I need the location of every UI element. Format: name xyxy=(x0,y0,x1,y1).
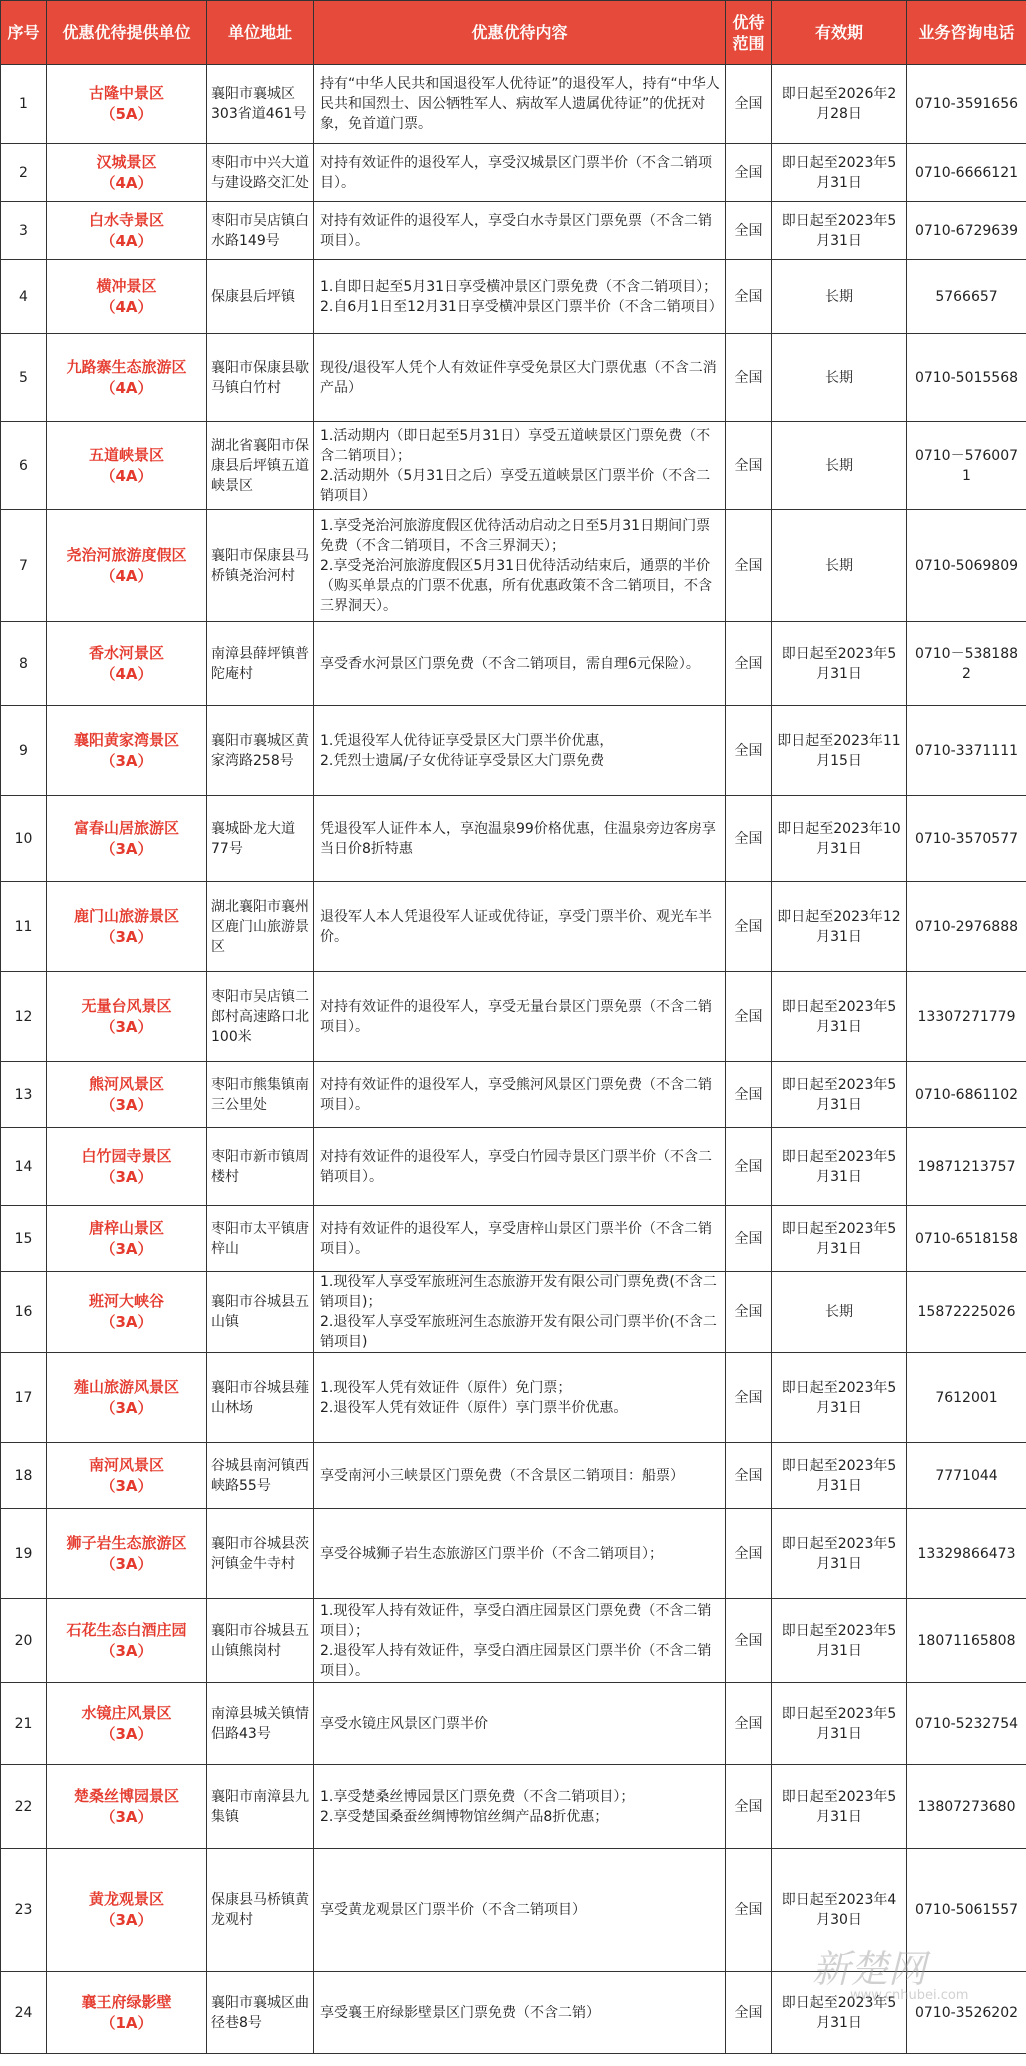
row-scope: 全国 xyxy=(726,1849,772,1972)
row-provider xyxy=(47,1509,207,1599)
row-validity: 即日起至2023年12月31日 xyxy=(772,882,907,972)
row-content xyxy=(314,706,726,796)
provider-grade: （3A） xyxy=(100,1724,153,1743)
row-content xyxy=(314,334,726,422)
provider-grade: （3A） xyxy=(100,1554,153,1573)
header-name: 优惠优待提供单位 xyxy=(47,1,207,65)
row-scope: 全国 xyxy=(726,510,772,622)
provider-grade: （3A） xyxy=(100,927,153,946)
provider-name: 鹿门山旅游景区 xyxy=(73,906,179,925)
provider-grade: （3A） xyxy=(100,1239,153,1258)
content-line: 1.享受尧治河旅游度假区优待活动启动之日至5月31日期间门票免费（不含二销项目，不含三界洞天）； xyxy=(320,517,711,554)
table-row xyxy=(1,1509,1026,1599)
table-row xyxy=(1,1062,1026,1128)
row-address: 南漳县城关镇情侣路43号 xyxy=(207,1683,314,1765)
table-row xyxy=(1,1849,1026,1972)
provider-name: 汉城景区 xyxy=(96,152,157,171)
row-content xyxy=(314,422,726,510)
content-line: 1.凭退役军人优待证享受景区大门票半价优惠， xyxy=(320,732,614,749)
row-content xyxy=(314,1206,726,1272)
row-content xyxy=(314,1062,726,1128)
row-idx: 12 xyxy=(1,972,47,1062)
content-line: 1.自即日起至5月31日享受横冲景区门票免费（不含二销项目）； xyxy=(320,278,718,295)
row-address: 襄阳市谷城县五山镇熊岗村 xyxy=(207,1599,314,1683)
content-line: 对持有效证件的退役军人，享受白竹园寺景区门票半价（不含二销项目）。 xyxy=(320,1148,712,1185)
row-phone: 0710-5015568 xyxy=(907,334,1026,422)
row-phone: 0710－5381882 xyxy=(907,622,1026,706)
row-validity: 即日起至2023年5月31日 xyxy=(772,144,907,202)
row-provider xyxy=(47,1599,207,1683)
provider-name: 水镜庄风景区 xyxy=(81,1703,172,1722)
row-provider xyxy=(47,1206,207,1272)
table-row xyxy=(1,1272,1026,1353)
row-address: 襄阳市襄城区黄家湾路258号 xyxy=(207,706,314,796)
row-address: 襄阳市谷城县薤山林场 xyxy=(207,1353,314,1443)
header-phone: 业务咨询电话 xyxy=(907,1,1026,65)
provider-name: 白竹园寺景区 xyxy=(81,1146,172,1165)
row-idx: 7 xyxy=(1,510,47,622)
provider-grade: （3A） xyxy=(100,1095,153,1114)
content-line: 1.现役军人享受军旅班河生态旅游开发有限公司门票免费(不含二销项目)； xyxy=(320,1274,717,1310)
row-content xyxy=(314,972,726,1062)
row-validity: 即日起至2023年5月31日 xyxy=(772,1765,907,1849)
row-address: 南漳县薛坪镇普陀庵村 xyxy=(207,622,314,706)
content-line: 2.享受楚国桑蚕丝绸博物馆丝绸产品8折优惠； xyxy=(320,1808,609,1825)
row-phone: 5766657 xyxy=(907,260,1026,334)
row-scope: 全国 xyxy=(726,1765,772,1849)
row-address: 枣阳市吴店镇二郎村高速路口北100米 xyxy=(207,972,314,1062)
row-scope: 全国 xyxy=(726,1272,772,1353)
row-validity: 即日起至2023年5月31日 xyxy=(772,1683,907,1765)
provider-grade: （4A） xyxy=(100,566,153,585)
row-provider xyxy=(47,796,207,882)
provider-grade: （3A） xyxy=(100,1167,153,1186)
row-content xyxy=(314,1272,726,1353)
table-row xyxy=(1,622,1026,706)
row-validity: 即日起至2023年5月31日 xyxy=(772,1353,907,1443)
provider-grade: （3A） xyxy=(100,1398,153,1417)
table-body xyxy=(1,65,1026,2054)
row-idx: 2 xyxy=(1,144,47,202)
table-row xyxy=(1,1128,1026,1206)
row-provider xyxy=(47,202,207,260)
row-provider xyxy=(47,1128,207,1206)
row-address: 枣阳市中兴大道与建设路交汇处 xyxy=(207,144,314,202)
row-provider xyxy=(47,882,207,972)
row-provider xyxy=(47,1849,207,1972)
provider-grade: （4A） xyxy=(100,664,153,683)
row-validity: 即日起至2023年10月31日 xyxy=(772,796,907,882)
provider-grade: （3A） xyxy=(100,1313,153,1331)
row-idx: 24 xyxy=(1,1972,47,2054)
row-validity: 即日起至2026年2月28日 xyxy=(772,65,907,144)
row-content xyxy=(314,1765,726,1849)
row-validity: 长期 xyxy=(772,260,907,334)
row-validity: 即日起至2023年5月31日 xyxy=(772,1443,907,1509)
row-content xyxy=(314,796,726,882)
provider-grade: （3A） xyxy=(100,1641,153,1660)
row-provider xyxy=(47,1443,207,1509)
row-content xyxy=(314,1353,726,1443)
row-idx: 8 xyxy=(1,622,47,706)
row-phone: 7771044 xyxy=(907,1443,1026,1509)
row-validity: 即日起至2023年4月30日 xyxy=(772,1849,907,1972)
table-row xyxy=(1,334,1026,422)
row-address: 襄阳市保康县马桥镇尧治河村 xyxy=(207,510,314,622)
row-scope: 全国 xyxy=(726,1683,772,1765)
provider-name: 狮子岩生态旅游区 xyxy=(66,1533,187,1552)
provider-grade: （3A） xyxy=(100,1017,153,1036)
row-content xyxy=(314,65,726,144)
content-line: 对持有效证件的退役军人，享受汉城景区门票半价（不含二销项目）。 xyxy=(320,154,712,191)
row-validity: 即日起至2023年5月31日 xyxy=(772,1128,907,1206)
header-addr: 单位地址 xyxy=(207,1,314,65)
row-phone: 0710-6729639 xyxy=(907,202,1026,260)
content-line: 2.享受尧治河旅游度假区5月31日优待活动结束后，通票的半价（购买单景点的门票不优惠，所有优惠政策不含二销项目，不含三界洞天）。 xyxy=(320,557,712,614)
row-content xyxy=(314,260,726,334)
content-line: 对持有效证件的退役军人，享受唐梓山景区门票半价（不含二销项目）。 xyxy=(320,1220,712,1257)
row-address: 枣阳市吴店镇白水路149号 xyxy=(207,202,314,260)
row-provider xyxy=(47,1972,207,2054)
header-idx: 序号 xyxy=(1,1,47,65)
row-validity: 即日起至2023年5月31日 xyxy=(772,1972,907,2054)
provider-name: 古隆中景区 xyxy=(88,84,164,102)
row-provider xyxy=(47,1765,207,1849)
row-phone: 0710-2976888 xyxy=(907,882,1026,972)
row-phone: 7612001 xyxy=(907,1353,1026,1443)
row-address: 襄城卧龙大道77号 xyxy=(207,796,314,882)
provider-name: 横冲景区 xyxy=(96,276,157,295)
content-line: 享受水镜庄风景区门票半价 xyxy=(320,1715,488,1732)
row-idx: 22 xyxy=(1,1765,47,1849)
table-row xyxy=(1,1683,1026,1765)
row-provider xyxy=(47,1683,207,1765)
content-line: 2.退役军人凭有效证件（原件）享门票半价优惠。 xyxy=(320,1399,628,1416)
row-address: 枣阳市新市镇周楼村 xyxy=(207,1128,314,1206)
row-scope: 全国 xyxy=(726,144,772,202)
row-validity: 长期 xyxy=(772,422,907,510)
row-address: 谷城县南河镇西峡路55号 xyxy=(207,1443,314,1509)
row-scope: 全国 xyxy=(726,1443,772,1509)
content-line: 凭退役军人证件本人，享泡温泉99价格优惠，住温泉旁边客房享当日价8折特惠 xyxy=(320,820,716,857)
row-phone: 19871213757 xyxy=(907,1128,1026,1206)
row-idx: 3 xyxy=(1,202,47,260)
provider-name: 九路寨生态旅游区 xyxy=(66,357,187,376)
row-idx: 23 xyxy=(1,1849,47,1972)
row-idx: 11 xyxy=(1,882,47,972)
row-address: 襄阳市谷城县五山镇 xyxy=(207,1272,314,1353)
provider-grade: （4A） xyxy=(100,231,153,250)
row-scope: 全国 xyxy=(726,1509,772,1599)
header-content: 优惠优待内容 xyxy=(314,1,726,65)
row-scope: 全国 xyxy=(726,796,772,882)
row-idx: 6 xyxy=(1,422,47,510)
row-validity: 即日起至2023年5月31日 xyxy=(772,1509,907,1599)
row-phone: 0710-6861102 xyxy=(907,1062,1026,1128)
row-validity: 即日起至2023年5月31日 xyxy=(772,622,907,706)
row-phone: 0710-5232754 xyxy=(907,1683,1026,1765)
row-idx: 16 xyxy=(1,1272,47,1353)
content-line: 1.现役军人凭有效证件（原件）免门票； xyxy=(320,1379,572,1396)
row-phone: 13307271779 xyxy=(907,972,1026,1062)
row-validity: 即日起至2023年5月31日 xyxy=(772,1599,907,1683)
row-phone: 0710-5069809 xyxy=(907,510,1026,622)
provider-grade: （3A） xyxy=(100,1911,153,1929)
provider-grade: （4A） xyxy=(100,466,153,485)
table-row xyxy=(1,1443,1026,1509)
row-provider xyxy=(47,1272,207,1353)
content-line: 享受香水河景区门票免费（不含二销项目，需自理6元保险）。 xyxy=(320,655,700,672)
row-validity: 即日起至2023年5月31日 xyxy=(772,1062,907,1128)
content-line: 享受襄王府绿影壁景区门票免费（不含二销） xyxy=(320,2004,600,2021)
row-scope: 全国 xyxy=(726,334,772,422)
provider-grade: （3A） xyxy=(100,1807,153,1826)
row-scope: 全国 xyxy=(726,882,772,972)
row-phone: 15872225026 xyxy=(907,1272,1026,1353)
row-validity: 长期 xyxy=(772,1272,907,1353)
content-line: 2.退役军人持有效证件，享受白酒庄园景区门票半价（不含二销项目）。 xyxy=(320,1642,712,1679)
content-line: 2.凭烈士遗属/子女优待证享受景区大门票免费 xyxy=(320,752,605,769)
row-address: 保康县马桥镇黄龙观村 xyxy=(207,1849,314,1972)
row-address: 襄阳市南漳县九集镇 xyxy=(207,1765,314,1849)
row-validity: 即日起至2023年5月31日 xyxy=(772,202,907,260)
content-line: 对持有效证件的退役军人，享受熊河风景区门票免费（不含二销项目）。 xyxy=(320,1076,712,1113)
row-scope: 全国 xyxy=(726,1353,772,1443)
row-content xyxy=(314,622,726,706)
table-row xyxy=(1,260,1026,334)
content-line: 对持有效证件的退役军人，享受无量台景区门票免票（不含二销项目）。 xyxy=(320,998,712,1035)
row-content xyxy=(314,1599,726,1683)
row-scope: 全国 xyxy=(726,1206,772,1272)
row-idx: 18 xyxy=(1,1443,47,1509)
table-row xyxy=(1,65,1026,144)
row-content xyxy=(314,1683,726,1765)
provider-name: 楚桑丝博园景区 xyxy=(73,1786,179,1805)
row-scope: 全国 xyxy=(726,1599,772,1683)
content-line: 2.活动期外（5月31日之后）享受五道峡景区门票半价（不含二销项目） xyxy=(320,467,711,504)
provider-name: 尧治河旅游度假区 xyxy=(66,545,187,564)
table-row xyxy=(1,796,1026,882)
table-row xyxy=(1,706,1026,796)
row-scope: 全国 xyxy=(726,972,772,1062)
row-content xyxy=(314,1509,726,1599)
content-line: 2.退役军人享受军旅班河生态旅游开发有限公司门票半价(不含二销项目) xyxy=(320,1314,717,1350)
provider-name: 无量台风景区 xyxy=(81,996,172,1015)
provider-name: 襄王府绿影壁 xyxy=(81,1992,172,2011)
row-content xyxy=(314,144,726,202)
row-address: 保康县后坪镇 xyxy=(207,260,314,334)
row-content xyxy=(314,202,726,260)
row-validity: 即日起至2023年5月31日 xyxy=(772,972,907,1062)
table-header-row xyxy=(1,1,1026,65)
provider-name: 黄龙观景区 xyxy=(88,1890,164,1908)
provider-grade: （4A） xyxy=(100,173,153,192)
row-idx: 4 xyxy=(1,260,47,334)
row-content xyxy=(314,510,726,622)
provider-name: 香水河景区 xyxy=(88,643,164,662)
row-phone: 0710－5760071 xyxy=(907,422,1026,510)
provider-name: 熊河风景区 xyxy=(88,1074,164,1093)
table-row xyxy=(1,1206,1026,1272)
row-scope: 全国 xyxy=(726,422,772,510)
row-phone: 0710-3591656 xyxy=(907,65,1026,144)
row-provider xyxy=(47,972,207,1062)
row-provider xyxy=(47,260,207,334)
row-provider xyxy=(47,334,207,422)
row-address: 枣阳市熊集镇南三公里处 xyxy=(207,1062,314,1128)
table-row xyxy=(1,1972,1026,2054)
provider-grade: （1A） xyxy=(100,2013,153,2032)
row-scope: 全国 xyxy=(726,622,772,706)
row-phone: 13807273680 xyxy=(907,1765,1026,1849)
row-scope: 全国 xyxy=(726,65,772,144)
row-idx: 5 xyxy=(1,334,47,422)
content-line: 1.享受楚桑丝博园景区门票免费（不含二销项目）； xyxy=(320,1788,635,1805)
content-line: 享受谷城狮子岩生态旅游区门票半价（不含二销项目）； xyxy=(320,1545,663,1562)
row-address: 襄阳市谷城县茨河镇金牛寺村 xyxy=(207,1509,314,1599)
row-provider xyxy=(47,1353,207,1443)
provider-grade: （3A） xyxy=(100,1476,153,1495)
row-validity: 长期 xyxy=(772,510,907,622)
row-phone: 0710-6666121 xyxy=(907,144,1026,202)
provider-name: 五道峡景区 xyxy=(88,445,164,464)
watermark-url: www.cnhubei.com xyxy=(850,1988,969,2003)
provider-grade: （3A） xyxy=(100,839,153,858)
table-row xyxy=(1,202,1026,260)
row-validity: 即日起至2023年5月31日 xyxy=(772,1206,907,1272)
row-idx: 17 xyxy=(1,1353,47,1443)
table-row xyxy=(1,1599,1026,1683)
row-provider xyxy=(47,622,207,706)
content-line: 现役/退役军人凭个人有效证件享受免景区大门票优惠（不含二消产品） xyxy=(320,359,717,396)
row-scope: 全国 xyxy=(726,1128,772,1206)
row-scope: 全国 xyxy=(726,1062,772,1128)
table-row xyxy=(1,1353,1026,1443)
table-row xyxy=(1,972,1026,1062)
header-valid: 有效期 xyxy=(772,1,907,65)
row-idx: 10 xyxy=(1,796,47,882)
provider-name: 唐梓山景区 xyxy=(88,1218,164,1237)
row-validity: 长期 xyxy=(772,334,907,422)
provider-grade: （4A） xyxy=(100,297,153,316)
content-line: 2.自6月1日至12月31日享受横冲景区门票半价（不含二销项目） xyxy=(320,298,723,315)
row-idx: 20 xyxy=(1,1599,47,1683)
table-row xyxy=(1,422,1026,510)
content-line: 享受南河小三峡景区门票免费（不含景区二销项目：船票） xyxy=(320,1467,684,1484)
row-idx: 15 xyxy=(1,1206,47,1272)
provider-grade: （4A） xyxy=(100,378,153,397)
row-provider xyxy=(47,1062,207,1128)
row-provider xyxy=(47,144,207,202)
row-content xyxy=(314,1443,726,1509)
row-phone: 13329866473 xyxy=(907,1509,1026,1599)
row-phone: 0710-3570577 xyxy=(907,796,1026,882)
table-row xyxy=(1,882,1026,972)
row-scope: 全国 xyxy=(726,706,772,796)
row-idx: 13 xyxy=(1,1062,47,1128)
provider-name: 襄阳黄家湾景区 xyxy=(73,730,179,749)
watermark-logo: 新楚网 xyxy=(812,1947,927,1991)
row-address: 襄阳市襄城区303省道461号 xyxy=(207,65,314,144)
row-idx: 9 xyxy=(1,706,47,796)
row-phone: 0710-3371111 xyxy=(907,706,1026,796)
row-content xyxy=(314,1128,726,1206)
row-address: 襄阳市襄城区曲径巷8号 xyxy=(207,1972,314,2054)
provider-name: 白水寺景区 xyxy=(88,210,164,229)
row-scope: 全国 xyxy=(726,202,772,260)
provider-name: 南河风景区 xyxy=(88,1455,164,1474)
row-phone: 0710-5061557 xyxy=(907,1849,1026,1972)
content-line: 持有“中华人民共和国退役军人优待证”的退役军人，持有“中华人民共和国烈士、因公牺牲军人、病故军人遗属优待证”的优抚对象，免首道门票。 xyxy=(320,76,720,132)
provider-name: 薤山旅游风景区 xyxy=(73,1377,179,1396)
row-address: 襄阳市保康县歇马镇白竹村 xyxy=(207,334,314,422)
row-content xyxy=(314,882,726,972)
table-row xyxy=(1,144,1026,202)
table-row xyxy=(1,1765,1026,1849)
row-phone: 0710-3526202 xyxy=(907,1972,1026,2054)
row-validity: 即日起至2023年11月15日 xyxy=(772,706,907,796)
provider-grade: （5A） xyxy=(100,105,153,123)
row-provider xyxy=(47,65,207,144)
row-address: 湖北襄阳市襄州区鹿门山旅游景区 xyxy=(207,882,314,972)
row-provider xyxy=(47,706,207,796)
row-address: 枣阳市太平镇唐梓山 xyxy=(207,1206,314,1272)
table-row xyxy=(1,510,1026,622)
row-content xyxy=(314,1849,726,1972)
content-line: 退役军人本人凭退役军人证或优待证，享受门票半价、观光车半价。 xyxy=(320,908,712,945)
content-line: 1.活动期内（即日起至5月31日）享受五道峡景区门票免费（不含二销项目）； xyxy=(320,427,711,464)
content-line: 1.现役军人持有效证件，享受白酒庄园景区门票免费（不含二销项目）； xyxy=(320,1602,712,1639)
row-provider xyxy=(47,422,207,510)
row-idx: 14 xyxy=(1,1128,47,1206)
row-idx: 1 xyxy=(1,65,47,144)
row-scope: 全国 xyxy=(726,260,772,334)
row-scope: 全国 xyxy=(726,1972,772,2054)
row-address: 湖北省襄阳市保康县后坪镇五道峡景区 xyxy=(207,422,314,510)
row-idx: 19 xyxy=(1,1509,47,1599)
content-line: 享受黄龙观景区门票半价（不含二销项目） xyxy=(320,1902,586,1918)
provider-name: 富春山居旅游区 xyxy=(73,818,179,837)
row-phone: 0710-6518158 xyxy=(907,1206,1026,1272)
provider-name: 石花生态白酒庄园 xyxy=(66,1620,187,1639)
header-scope: 优待范围 xyxy=(726,1,772,65)
provider-name: 班河大峡谷 xyxy=(88,1292,164,1310)
row-phone: 18071165808 xyxy=(907,1599,1026,1683)
provider-grade: （3A） xyxy=(100,751,153,770)
row-idx: 21 xyxy=(1,1683,47,1765)
content-line: 对持有效证件的退役军人，享受白水寺景区门票免票（不含二销项目）。 xyxy=(320,212,712,249)
row-provider xyxy=(47,510,207,622)
row-content xyxy=(314,1972,726,2054)
